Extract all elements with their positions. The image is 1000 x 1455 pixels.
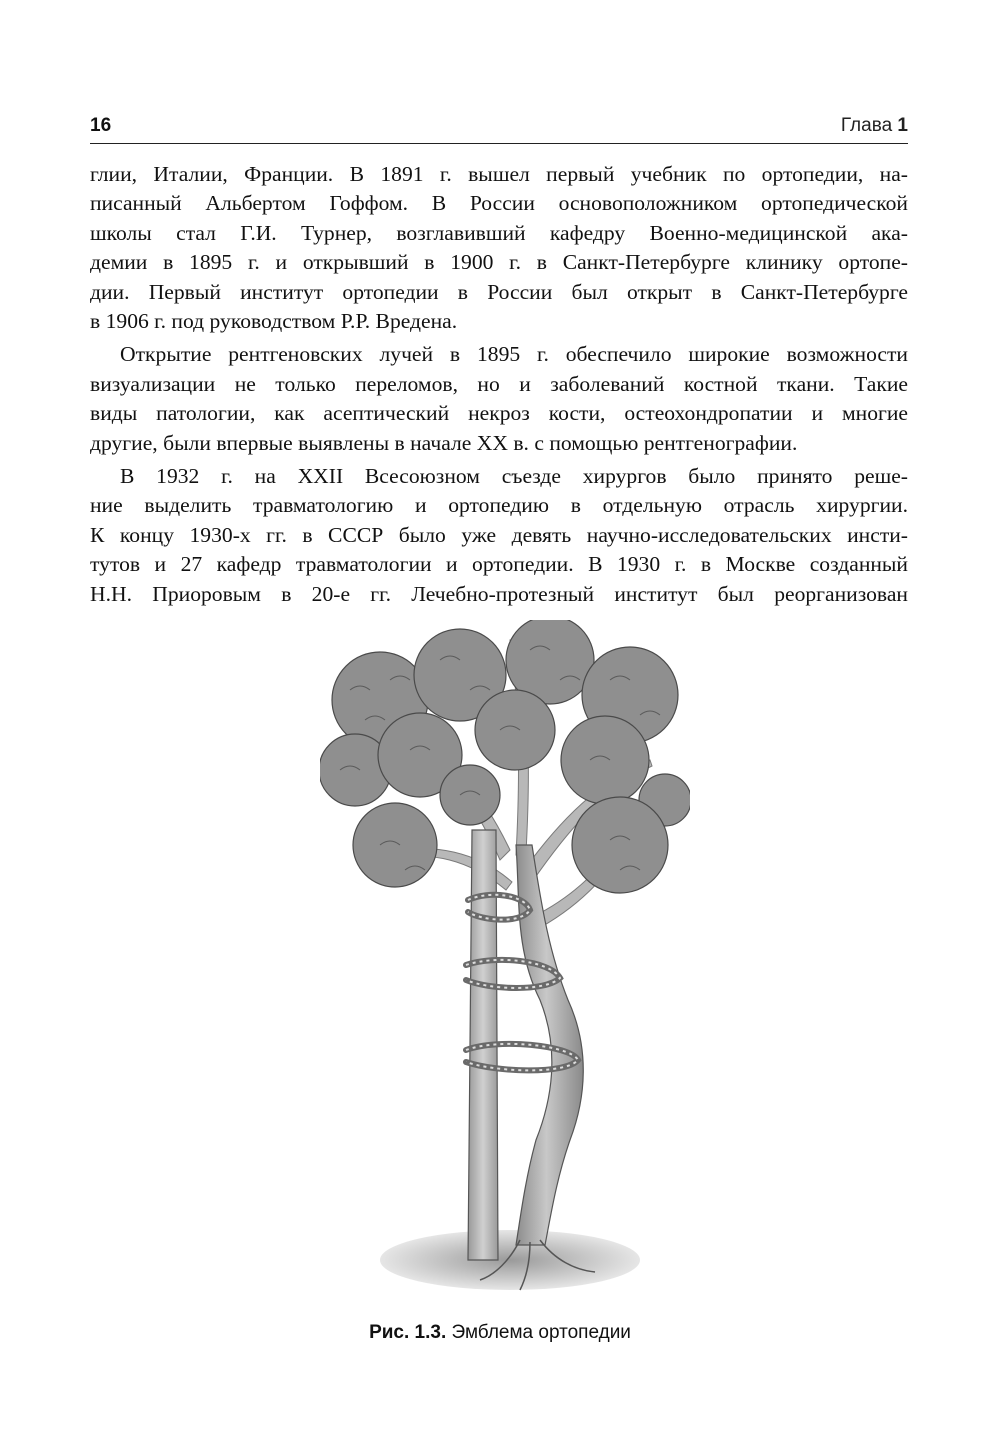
chapter-title [841, 115, 908, 137]
figure-caption-text: Эмблема ортопедии [451, 1322, 631, 1343]
text-line: тутов и 27 кафедр травматологии и ортопедии. В 1930 г. в Москве созданный [90, 552, 908, 577]
page-number: 16 [90, 115, 112, 136]
text-line: В 1932 г. на XXII Всесоюзном съезде хирургов было принято реше- [120, 464, 908, 489]
text-line: в 1906 г. под руководством Р.Р. Вредена. [90, 309, 458, 334]
running-header [90, 115, 908, 144]
text-line: писанный Альбертом Гоффом. В России основоположником ортопедической [90, 191, 908, 216]
orthopedics-emblem-illustration [320, 620, 690, 1310]
text-line: Н.Н. Приоровым в 20-е гг. Лечебно-протезный институт был реорганизован [90, 581, 908, 606]
text-line: дии. Первый институт ортопедии в России был открыт в Санкт-Петербурге [90, 279, 908, 304]
text-line: визуализации не только переломов, но и заболеваний костной ткани. Такие [90, 371, 908, 396]
text-line: глии, Италии, Франции. В 1891 г. вышел первый учебник по ортопедии, на- [90, 162, 908, 186]
paragraph-2 [90, 340, 908, 458]
ground-shadow [380, 1230, 640, 1290]
text-line: виды патологии, как асептический некроз кости, остеохондропатии и многие [90, 401, 908, 426]
paragraph-1 [90, 160, 908, 336]
body-text [90, 160, 908, 613]
text-line: ние выделить травматологию и ортопедию в отдельную отрасль хирургии. [90, 493, 908, 518]
chapter-word: Глава [840, 115, 893, 136]
text-line: другие, были впервые выявлены в начале XX в. с помощью рентгенографии. [90, 430, 798, 455]
text-line: Открытие рентгеновских лучей в 1895 г. обеспечило широкие возможности [120, 342, 908, 367]
text-line: демии в 1895 г. и открывший в 1900 г. в Санкт-Петербурге клинику ортопе- [90, 250, 908, 275]
figure-label: Рис. 1.3. [369, 1322, 447, 1343]
text-line: школы стал Г.И. Турнер, возглавивший кафедру Военно-медицинской ака- [90, 220, 908, 245]
paragraph-3 [90, 462, 908, 609]
text-line: К концу 1930-х гг. в СССР было уже девять научно-исследовательских инсти- [90, 522, 908, 547]
figure-caption [0, 1322, 1000, 1344]
chapter-number: 1 [897, 115, 908, 136]
